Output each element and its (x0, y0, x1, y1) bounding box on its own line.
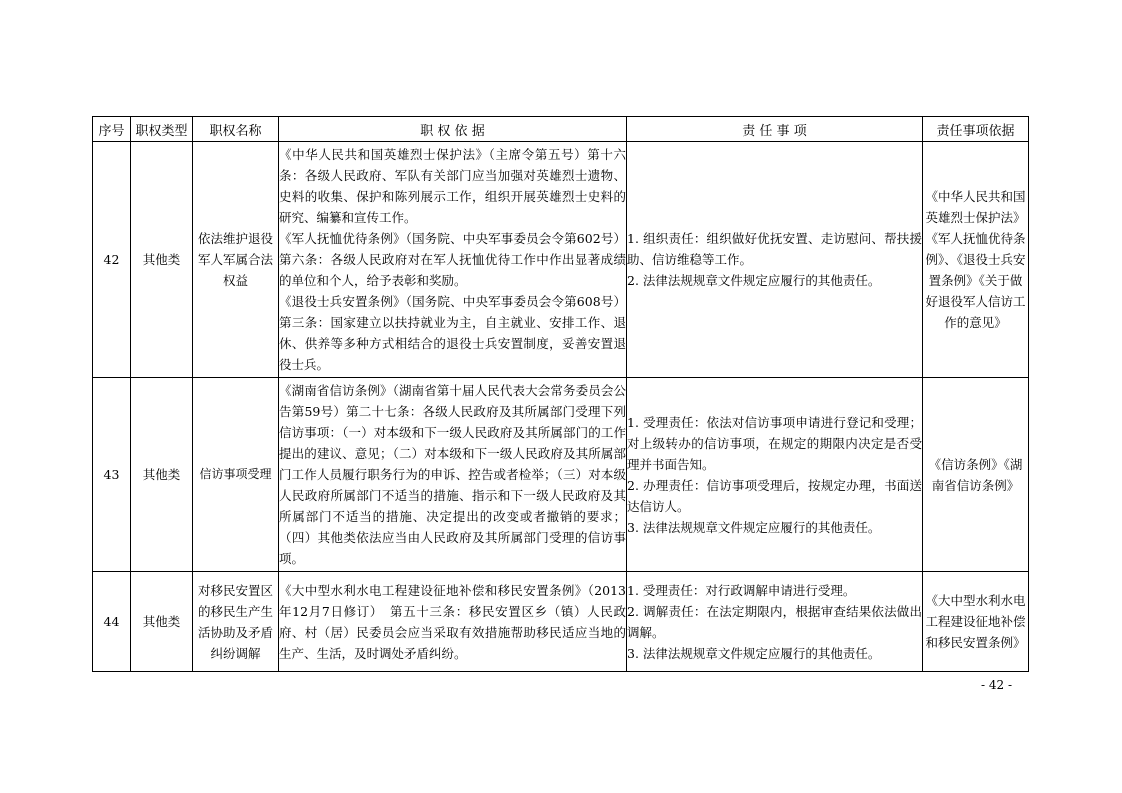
basis-paragraph: 《大中型水利水电工程建设征地补偿和移民安置条例》（2013年12月7日修订） 第五十三条：移民安置区乡（镇）人民政府、村（居）民委员会应当采取有效措施帮助移民适应当地的生产、生活，及时调处矛盾纠纷。 (279, 582, 626, 661)
row-resp (627, 142, 923, 378)
row-name: 信访事项受理 (193, 378, 279, 572)
row-basis (279, 572, 627, 672)
row-name: 对移民安置区的移民生产生活协助及矛盾纠纷调解 (193, 572, 279, 672)
basis-paragraph: 《湖南省信访条例》（湖南省第十届人民代表大会常务委员会公告第59号）第二十七条：各级人民政府及其所属部门受理下列信访事项：（一）对本级和下一级人民政府及其所属部门的工作提出的建议、意见；（二）对本级和下一级人民政府及其所属部门工作人员履行职务行为的申诉、控告或者检举；（三）对本级人民政府所属部门不适当的措施、指示和下一级人民政府及其所属部门不适当的措施、决定提出的改变或者撤销的要求；（四）其他类依法应当由人民政府及其所属部门受理的信访事项。 (279, 383, 626, 566)
row-basis (279, 378, 627, 572)
header-resp: 责 任 事 项 (627, 117, 923, 142)
row-name: 依法维护退役军人军属合法权益 (193, 142, 279, 378)
header-name: 职权名称 (193, 117, 279, 142)
row-rbasis: 《大中型水利水电工程建设征地补偿和移民安置条例》 (923, 572, 1029, 672)
basis-paragraph: 《中华人民共和国英雄烈士保护法》（主席令第五号）第十六条：各级人民政府、军队有关部门应当加强对英雄烈士遗物、史料的收集、保护和陈列展示工作，组织开展英雄烈士史料的研究、编纂和宣传工作。 (279, 147, 626, 225)
resp-item: 2. 办理责任：信访事项受理后，按规定办理，书面送达信访人。 (627, 477, 922, 514)
resp-item: 2. 调解责任：在法定期限内，根据审查结果依法做出调解。 (627, 603, 922, 640)
row-resp (627, 378, 923, 572)
header-rbasis: 责任事项依据 (923, 117, 1029, 142)
table-row (93, 572, 1029, 672)
table-header-row (93, 117, 1029, 142)
resp-item: 3. 法律法规规章文件规定应履行的其他责任。 (627, 645, 881, 661)
resp-item: 2. 法律法规规章文件规定应履行的其他责任。 (627, 273, 881, 288)
row-rbasis: 《中华人民共和国英雄烈士保护法》《军人抚恤优待条例》、《退役士兵安置条例》《关于做好退役军人信访工作的意见》 (923, 142, 1029, 378)
header-no: 序号 (93, 117, 131, 142)
basis-paragraph: 《军人抚恤优待条例》（国务院、中央军事委员会令第602号）第六条：各级人民政府对在军人抚恤优待工作中作出显著成绩的单位和个人，给予表彰和奖励。 (279, 231, 626, 288)
header-basis: 职 权 依 据 (279, 117, 627, 142)
resp-item: 3. 法律法规规章文件规定应履行的其他责任。 (627, 519, 881, 535)
header-type: 职权类型 (131, 117, 193, 142)
resp-item: 1. 受理责任：对行政调解申请进行受理。 (627, 582, 856, 598)
basis-paragraph: 《退役士兵安置条例》（国务院、中央军事委员会令第608号）第三条：国家建立以扶持就业为主，自主就业、安排工作、退休、供养等多种方式相结合的退役士兵安置制度，妥善安置退役士兵。 (279, 294, 626, 372)
row-type: 其他类 (131, 572, 193, 672)
row-no: 44 (93, 572, 131, 672)
row-resp (627, 572, 923, 672)
table-row (93, 142, 1029, 378)
row-type: 其他类 (131, 142, 193, 378)
powers-table (92, 116, 1029, 672)
resp-item: 1. 组织责任：组织做好优抚安置、走访慰问、帮扶援助、信访维稳等工作。 (627, 231, 922, 267)
resp-item: 1. 受理责任：依法对信访事项申请进行登记和受理；对上级转办的信访事项，在规定的期限内决定是否受理并书面告知。 (627, 414, 922, 472)
row-type: 其他类 (131, 378, 193, 572)
row-no: 43 (93, 378, 131, 572)
page-number: - 42 - (980, 678, 1012, 692)
row-no: 42 (93, 142, 131, 378)
row-basis (279, 142, 627, 378)
row-rbasis: 《信访条例》《湖南省信访条例》 (923, 378, 1029, 572)
table-row (93, 378, 1029, 572)
